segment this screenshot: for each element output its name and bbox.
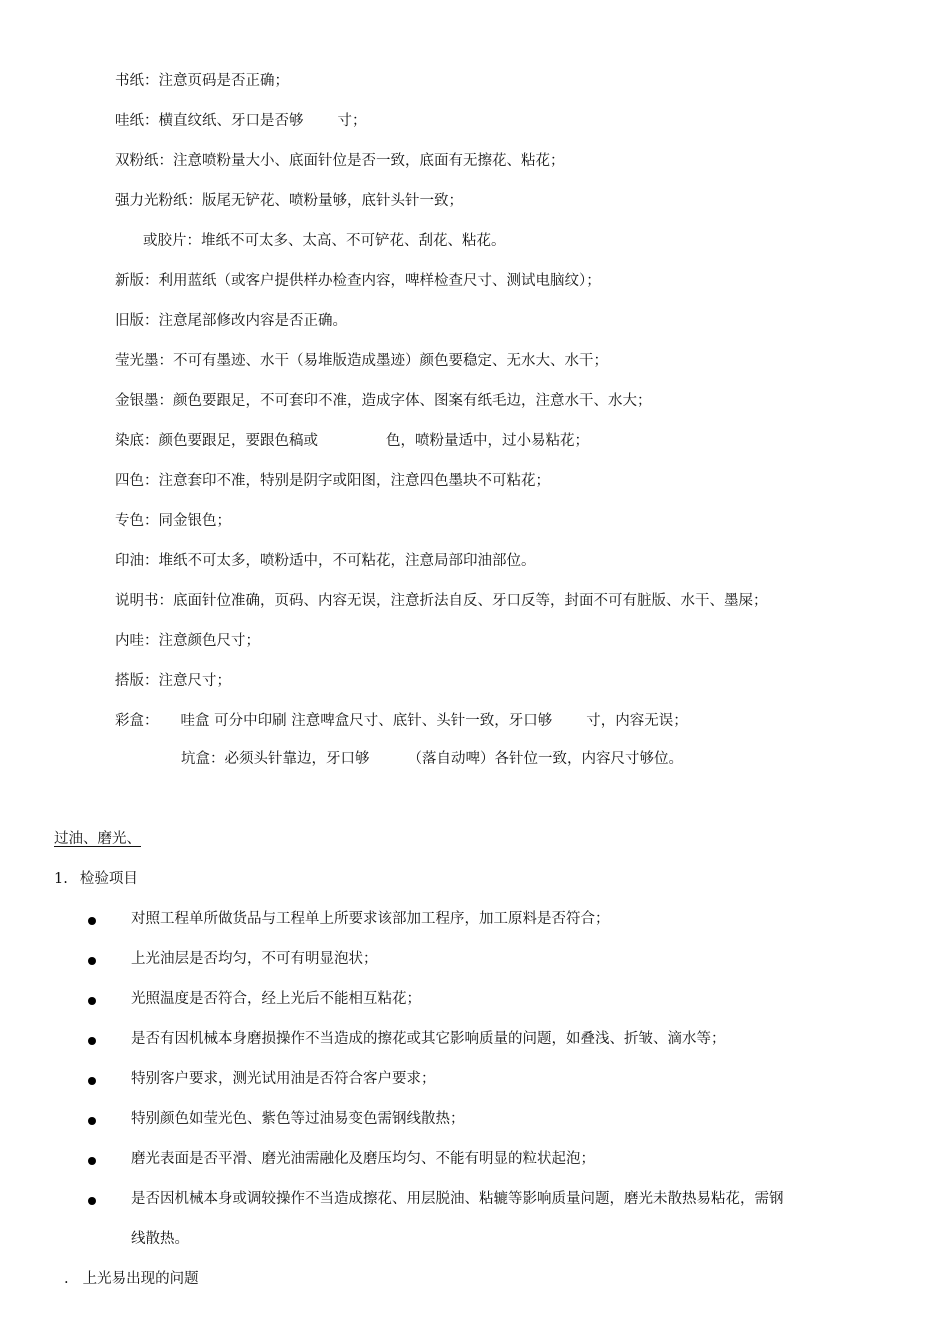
gloss-paper-line: 强力光粉纸：版尾无铲花、喷粉量够，底针头针一致； (115, 193, 463, 209)
dyed-base-text: 染底：颜色要跟足，要跟色稿或 (115, 433, 318, 449)
bullet-item: 对照工程单所做货品与工程单上所要求该部加工程序，加工原料是否符合； (131, 911, 610, 927)
spot-color-line: 专色：同金银色； (115, 513, 231, 529)
bullet-item-continuation: 线散热。 (131, 1231, 189, 1247)
bullet-item: 光照温度是否符合，经上光后不能相互粘花； (131, 991, 421, 1007)
corrugated-box-text-cont: （落自动啤）各针位一致，内容尺寸够位。 (407, 751, 683, 767)
fluorescent-ink-line: 莹光墨：不可有墨迹、水干（易堆版造成墨迹）颜色要稳定、无水大、水干； (115, 353, 608, 369)
matte-paper-line (115, 111, 367, 131)
imposition-line: 搭版：注意尺寸； (115, 673, 231, 689)
dyed-base-line (115, 431, 589, 451)
bullet-item: 特别客户要求，测光试用油是否符合客户要求； (131, 1071, 436, 1087)
duplex-paper-line: 双粉纸：注意喷粉量大小、底面针位是否一致，底面有无擦花、粘花； (115, 153, 565, 169)
item-1-title: 检验项目 (79, 871, 138, 887)
color-box-matte-text: 哇盒 可分中印刷 注意啤盒尺寸、底针、头针一致，牙口够 (180, 713, 553, 729)
corrugated-box-text: 坑盒：必须头针靠边，牙口够 (181, 751, 370, 767)
bullet-item: 是否因机械本身或调较操作不当造成擦花、用层脱油、粘辘等影响质量问题，磨光未散热易粘花，需钢 (131, 1191, 784, 1207)
gold-silver-ink-line: 金银墨：颜色要跟足，不可套印不准，造成字体、图案有纸毛边，注意水干、水大； (115, 393, 652, 409)
bullet-dot (88, 917, 96, 925)
item-2-title: 上光易出现的问题 (82, 1271, 199, 1287)
film-line: 或胶片：堆纸不可太多、太高、不可铲花、刮花、粘花。 (143, 233, 506, 249)
old-plate-line: 旧版：注意尾部修改内容是否正确。 (115, 313, 347, 329)
bullet-item: 上光油层是否均匀，不可有明显泡状； (131, 951, 378, 967)
bullet-item: 磨光表面是否平滑、磨光油需融化及磨压均匀、不能有明显的粒状起泡； (131, 1151, 595, 1167)
matte-paper-text: 哇纸：横直纹纸、牙口是否够 (115, 113, 304, 129)
bullet-item: 特别颜色如莹光色、紫色等过油易变色需钢线散热； (131, 1111, 465, 1127)
bullet-dot (88, 997, 96, 1005)
book-paper-line: 书纸：注意页码是否正确； (115, 73, 289, 89)
bullet-dot (88, 1037, 96, 1045)
bullet-item: 是否有因机械本身磨损操作不当造成的擦花或其它影响质量的问题，如叠浅、折皱、滴水等； (131, 1031, 726, 1047)
matte-paper-unit: 寸； (337, 113, 367, 129)
item-2-heading (64, 1269, 199, 1289)
new-plate-line: 新版：利用蓝纸（或客户提供样办检查内容，啤样检查尺寸、测试电脑纹）； (115, 273, 601, 289)
section-title: 过油、磨光、 (54, 831, 141, 847)
item-2-number: . (64, 1271, 69, 1287)
four-color-line: 四色：注意套印不准，特别是阴字或阳图，注意四色墨块不可粘花； (115, 473, 550, 489)
item-1-heading (54, 869, 138, 889)
bullet-dot (88, 1197, 96, 1205)
color-box-matte-text-cont: 寸，内容无误； (586, 713, 688, 729)
manual-line: 说明书：底面针位准确，页码、内容无误，注意折法自反、牙口反等，封面不可有脏版、水干、墨屎； (115, 593, 768, 609)
inner-matte-line: 内哇：注意颜色尺寸； (115, 633, 260, 649)
color-box-line (115, 711, 688, 731)
dyed-base-text-cont: 色，喷粉量适中，过小易粘花； (386, 433, 589, 449)
bullet-dot (88, 957, 96, 965)
bullet-dot (88, 1117, 96, 1125)
bullet-dot (88, 1077, 96, 1085)
corrugated-box-line (181, 749, 683, 769)
item-1-number: 1. (54, 871, 68, 887)
print-oil-line: 印油：堆纸不可太多，喷粉适中，不可粘花，注意局部印油部位。 (115, 553, 536, 569)
bullet-dot (88, 1157, 96, 1165)
color-box-label: 彩盒： (115, 713, 159, 729)
